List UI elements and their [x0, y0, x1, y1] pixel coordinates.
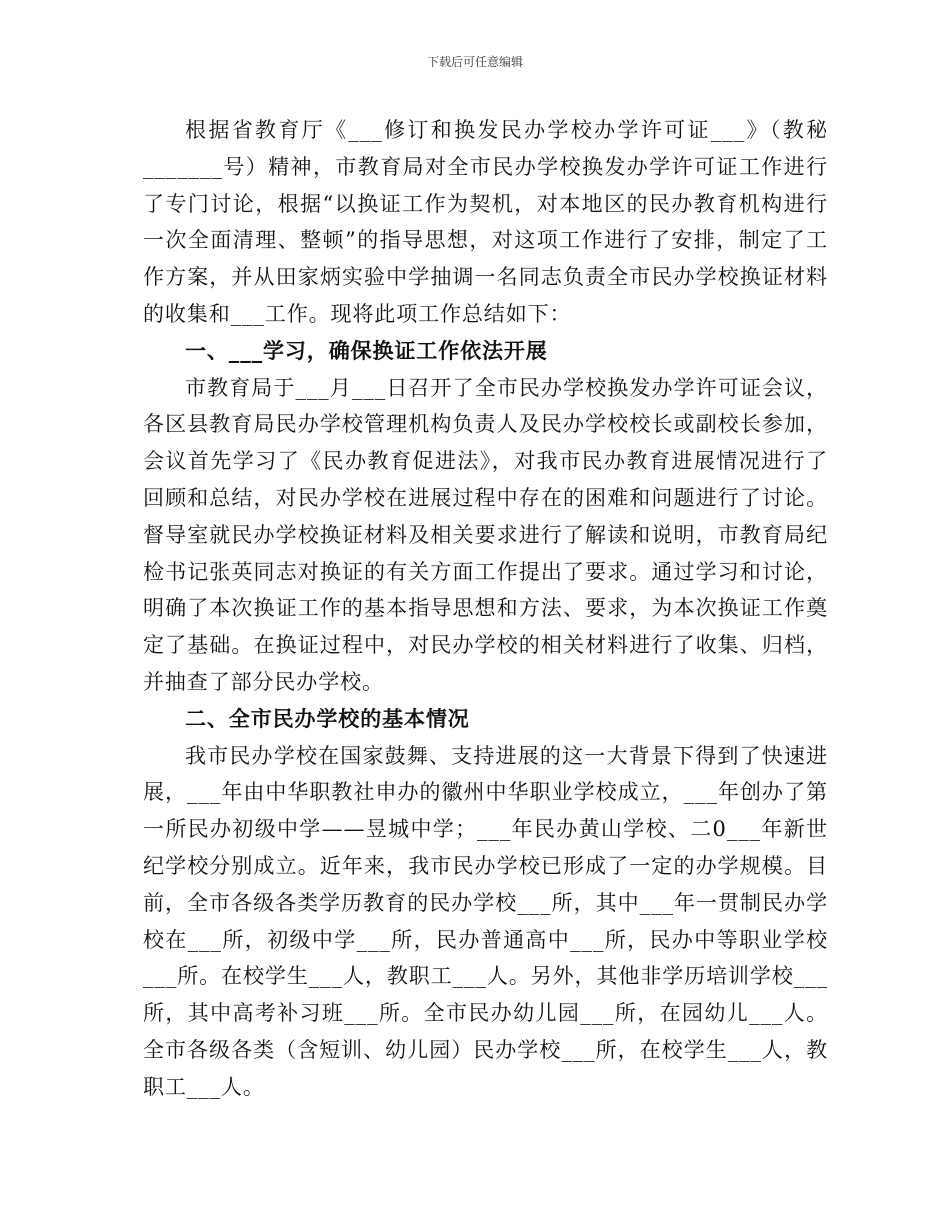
- section-2-heading: 二、全市民办学校的基本情况: [185, 706, 470, 731]
- section-1-heading: 一、___学习，确保换证工作依法开展: [185, 338, 548, 363]
- section-1-paragraph: 市教育局于___月___日召开了全市民办学校换发办学许可证会议，各区县教育局民办学校管理机构负责人及民办学校校长或副校长参加，会议首先学习了《民办教育促进法》，对我市民办教育进展情况进行了回顾和总结，对民办学校在进展过程中存在的困难和问题进行了讨论。督导室就民办学校换证材料及相关要求进行了解读和说明，市教育局纪检书记张英同志对换证的有关方面工作提出了要求。通过学习和讨论，明确了本次换证工作的基本指导思想和方法、要求，为本次换证工作奠定了基础。在换证过程中，对民办学校的相关材料进行了收集、归档，并抽查了部分民办学校。: [143, 375, 828, 694]
- section-2-paragraph: 我市民办学校在国家鼓舞、支持进展的这一大背景下得到了快速进展，___年由中华职教社申办的徽州中华职业学校成立，___年创办了第一所民办初级中学——昱城中学；___年民办黄山学校、二0___年新世纪学校分别成立。近年来，我市民办学校已形成了一定的办学规模。目前，全市各级各类学历教育的民办学校___所，其中___年一贯制民办学校在___所，初级中学___所，民办普通高中___所，民办中等职业学校___所。在校学生___人，教职工___人。另外，其他非学历培训学校___所，其中高考补习班___所。全市民办幼儿园___所，在园幼儿___人。全市各级各类（含短训、幼儿园）民办学校___所，在校学生___人，教职工___人。: [143, 743, 828, 1099]
- intro-paragraph: 根据省教育厅《___修订和换发民办学校办学许可证___》（教秘_______号）精神，市教育局对全市民办学校换发办学许可证工作进行了专门讨论，根据“以换证工作为契机，对本地区的民办教育机构进行一次全面清理、整顿”的指导思想，对这项工作进行了安排，制定了工作方案，并从田家炳实验中学抽调一名同志负责全市民办学校换证材料的收集和___工作。现将此项工作总结如下：: [143, 118, 828, 326]
- document-body: [143, 112, 828, 1106]
- page-header-note: 下载后可任意编辑: [426, 55, 523, 69]
